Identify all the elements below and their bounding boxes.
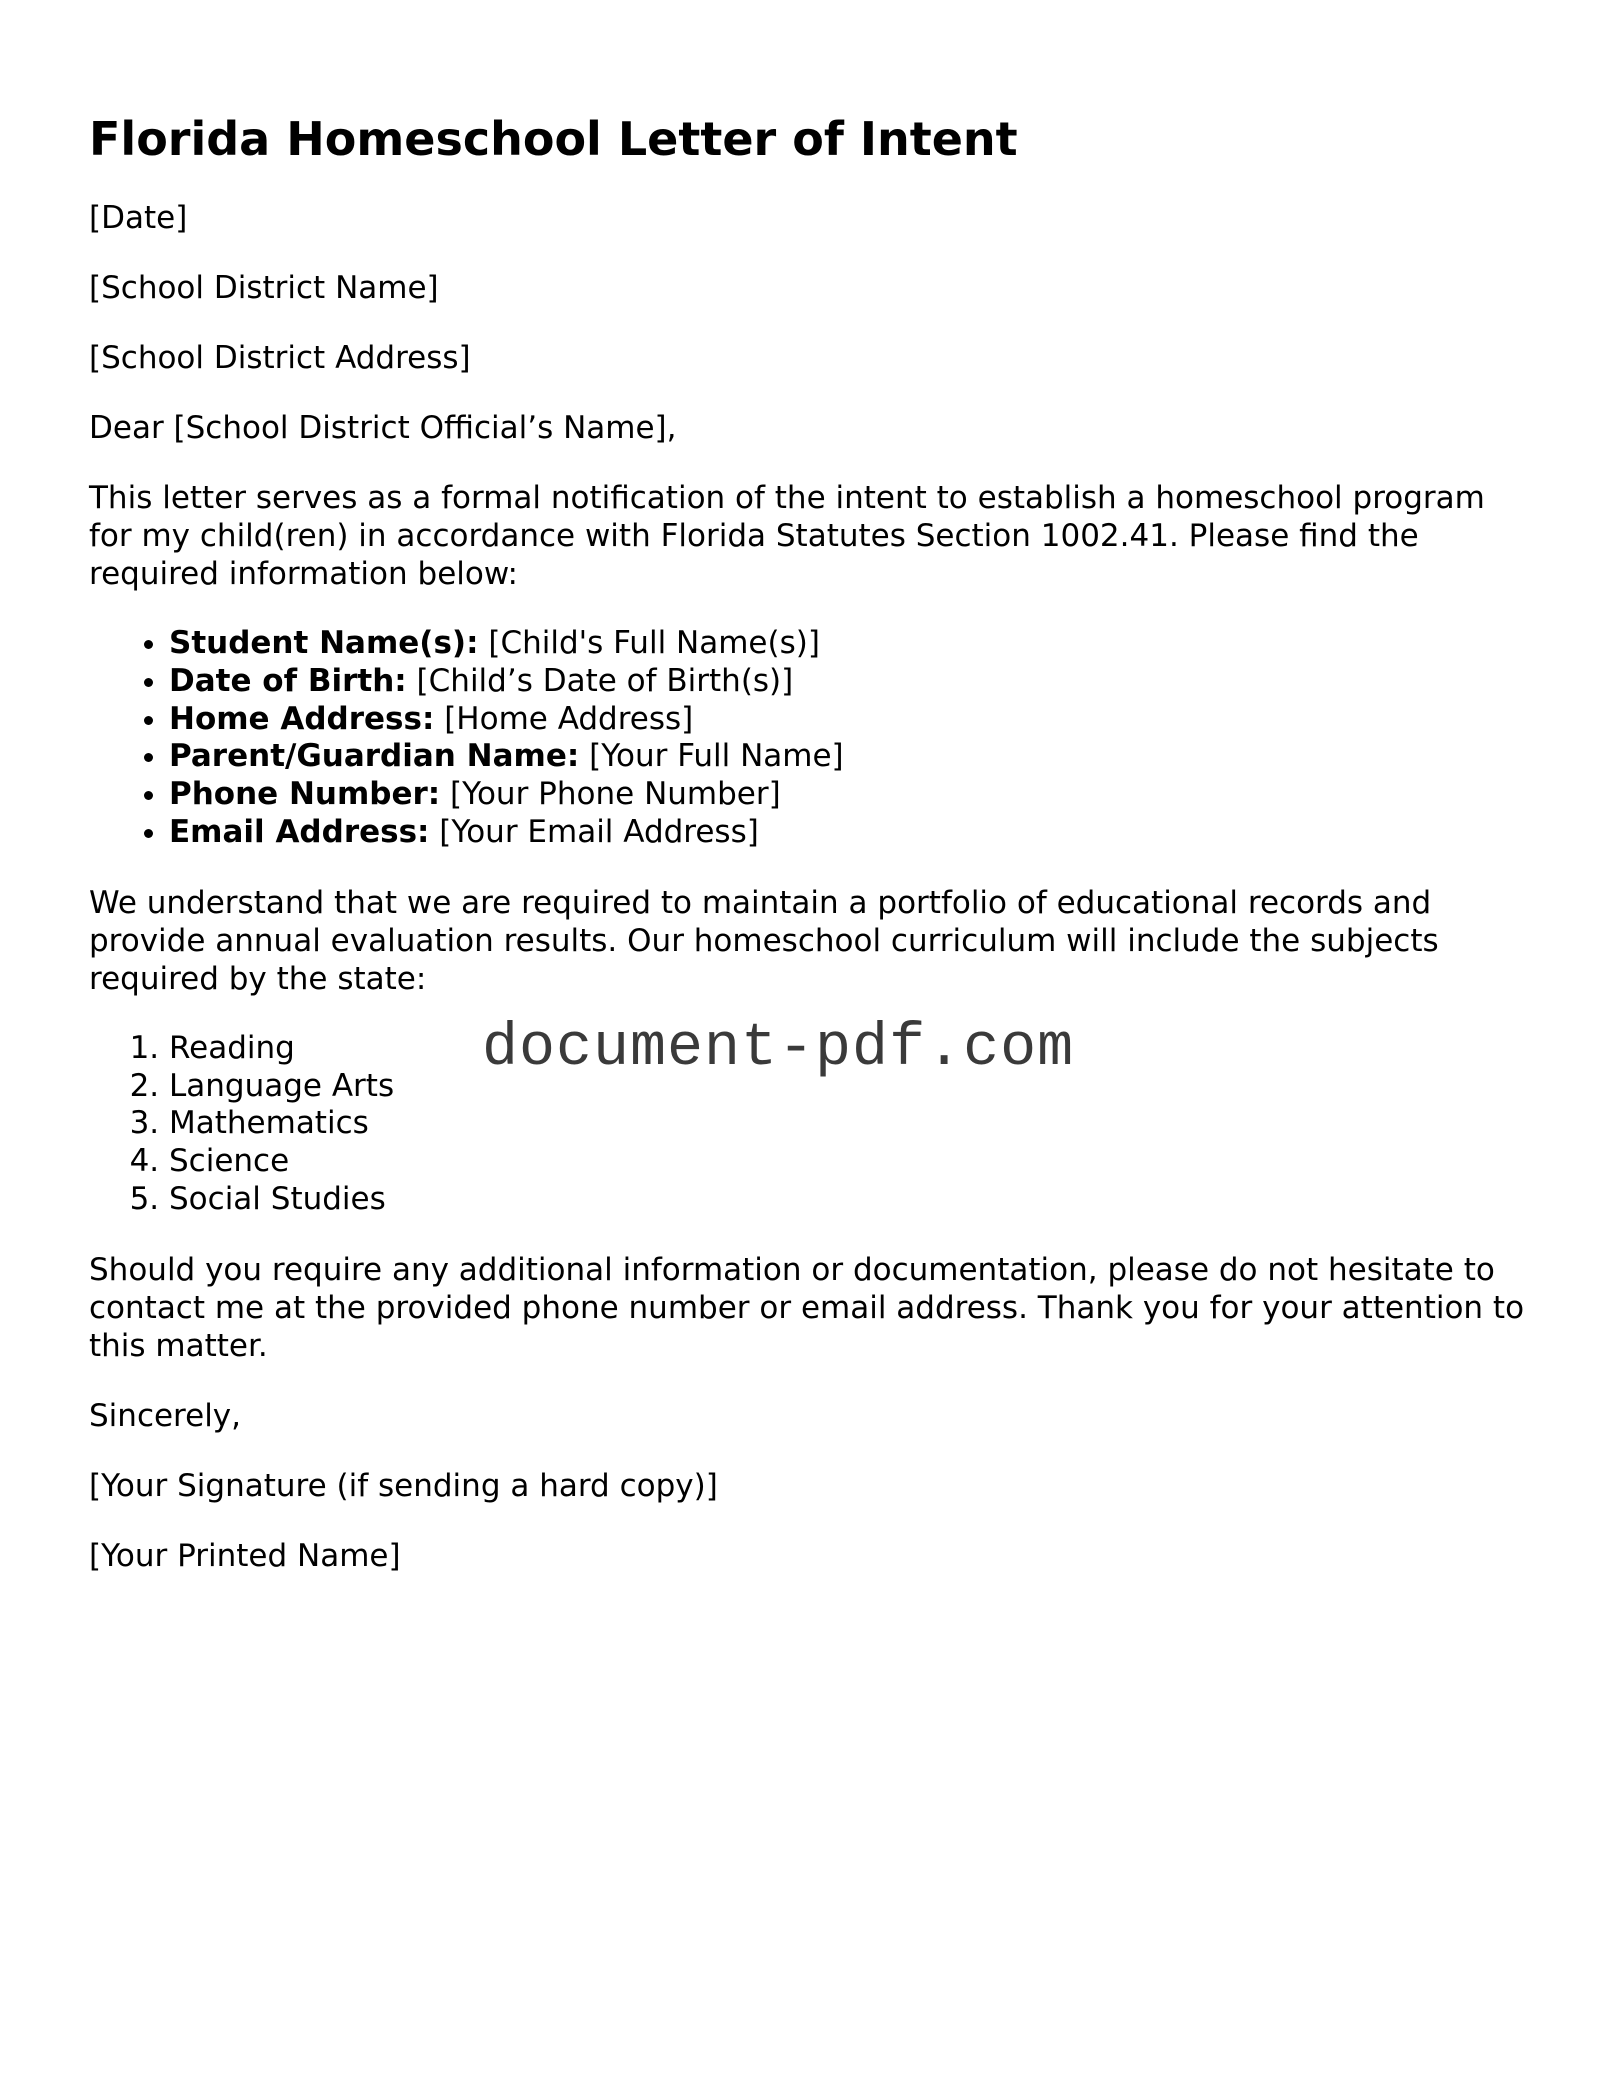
info-label: Phone Number: bbox=[169, 776, 441, 813]
watermark: document-pdf.com bbox=[482, 1015, 1075, 1083]
subject-item: 2. Language Arts bbox=[169, 1068, 1529, 1106]
curriculum-paragraph: We understand that we are required to maintain a portfolio of educational records and provide annual evaluation results. Our homeschool curriculum will include the subjects required by the state: bbox=[89, 884, 1439, 997]
info-value: [Child's Full Name(s)] bbox=[478, 625, 820, 661]
info-label: Date of Birth: bbox=[169, 662, 407, 699]
info-item-home-address bbox=[169, 701, 1529, 739]
subject-item: 1. Reading bbox=[169, 1030, 1529, 1068]
info-value: [Your Phone Number] bbox=[440, 776, 781, 813]
info-value: [Your Email Address] bbox=[429, 813, 759, 850]
salutation: Dear [School District Official’s Name], bbox=[89, 410, 677, 446]
info-value: [Child’s Date of Birth(s)] bbox=[406, 662, 794, 699]
printed-name-placeholder: [Your Printed Name] bbox=[89, 1537, 401, 1574]
subject-item: 4. Science bbox=[169, 1143, 1529, 1181]
info-label: Email Address: bbox=[169, 813, 430, 850]
district-name: [School District Name] bbox=[89, 270, 439, 306]
info-value: [Home Address] bbox=[434, 700, 694, 737]
district-address: [School District Address] bbox=[89, 340, 471, 376]
document-title: Florida Homeschool Letter of Intent bbox=[89, 112, 1018, 166]
sign-off: Sincerely, bbox=[89, 1397, 242, 1434]
info-value: [Your Full Name] bbox=[579, 738, 844, 775]
info-list bbox=[89, 625, 1529, 852]
info-label: Parent/Guardian Name: bbox=[169, 738, 580, 775]
subject-item: 3. Mathematics bbox=[169, 1105, 1529, 1143]
info-item-student-name bbox=[169, 625, 1529, 663]
info-item-email-address bbox=[169, 814, 1529, 852]
date-placeholder: [Date] bbox=[89, 200, 188, 236]
info-item-phone-number bbox=[169, 776, 1529, 814]
closing-paragraph: Should you require any additional information or documentation, please do not hesitate to contact me at the provided phone number or email address. Thank you for your attention to this matter. bbox=[89, 1251, 1525, 1364]
subject-item: 5. Social Studies bbox=[169, 1181, 1529, 1219]
info-item-date-of-birth bbox=[169, 663, 1529, 701]
intro-paragraph: This letter serves as a formal notification of the intent to establish a homeschool program for my child(ren) in accordance with Florida Statutes Section 1002.41. Please find the required information below: bbox=[89, 480, 1485, 592]
info-label: Home Address: bbox=[169, 700, 435, 737]
signature-placeholder: [Your Signature (if sending a hard copy)] bbox=[89, 1467, 718, 1504]
letter-page bbox=[89, 0, 1529, 1575]
info-label: Student Name(s): bbox=[169, 625, 479, 661]
info-item-parent-name bbox=[169, 738, 1529, 776]
